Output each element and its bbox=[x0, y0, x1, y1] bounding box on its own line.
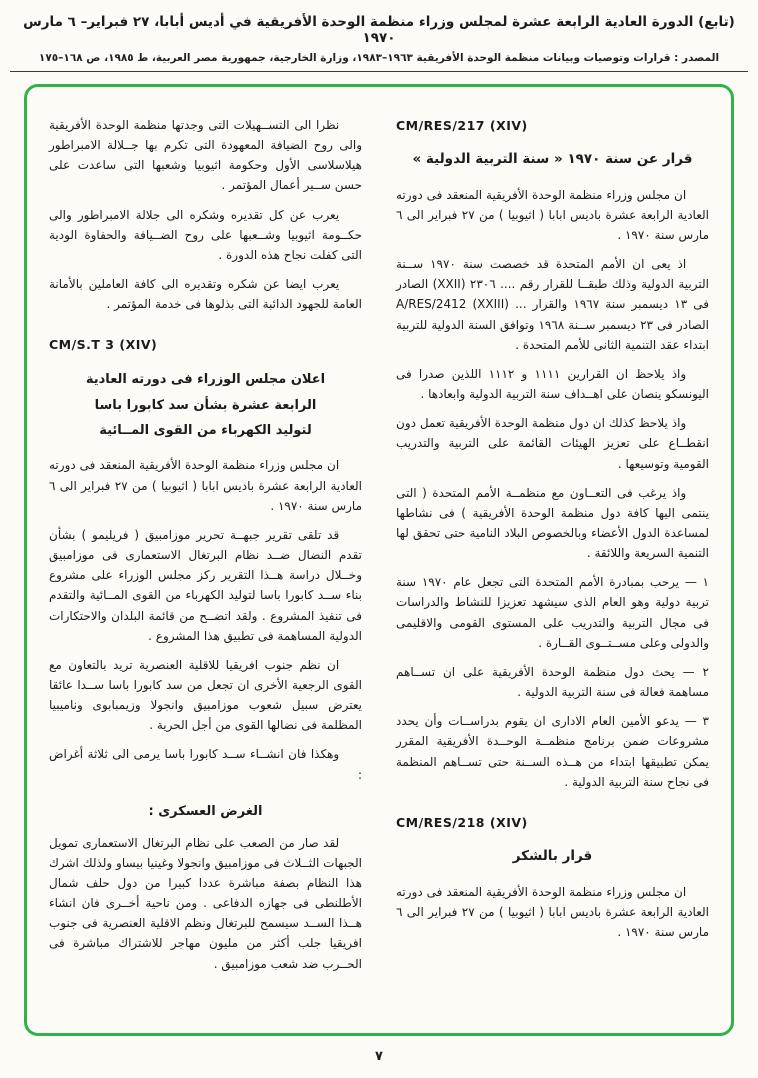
document-header bbox=[10, 12, 748, 72]
military-purpose-subheading: الغرض العسكرى : bbox=[148, 803, 263, 819]
declaration-ref: CM/S.T 3 (XIV) bbox=[49, 337, 158, 353]
declaration-heading-line-3: لتوليد الكهرباء من القوى المــائية bbox=[99, 423, 312, 439]
declaration-heading bbox=[55, 367, 356, 443]
resolution-point-2: ٢ — يحث دول منظمة الوحدة الأفريقية على ان تســاهم مساهمة فعالة فى سنة التربية الدولية . bbox=[396, 664, 709, 700]
paragraph-facilities: نظرا الى التســهيلات التى وجدتها منظمة الوحدة الأفريقية والى روح الضيافة المعهودة التى تكرم بها جــلالة الامبراطور هيلاسلاسى الأول وحكومة اثيوبيا وشعبها التى ساعدت على حسن ســير أعمال المؤتمر . bbox=[49, 118, 362, 193]
thanks-continuation-block bbox=[49, 115, 362, 314]
paragraph-declaration-preamble: ان مجلس وزراء منظمة الوحدة الأفريقية المنعقد فى دورته العادية الرابعة عشرة باديس ابابا ( اثيوبيا ) من ٢٧ فبراير الى ٦ مارس سنة ١٩٧٠ . bbox=[49, 458, 362, 513]
column-right bbox=[396, 113, 709, 1025]
paragraph-preamble: ان مجلس وزراء منظمة الوحدة الأفريقية المنعقد فى دورته العادية الرابعة عشرة باديس ابابا ( اثيوبيا ) من ٢٧ فبراير الى ٦ مارس سنة ١٩٧٠ . bbox=[396, 187, 709, 242]
paragraph-noting-states: واذ يلاحظ كذلك ان دول منظمة الوحدة الأفريقية تعمل دون انقطــاع على تعزيز الهيئات القائمة على التربية والتدريب القومية وتوسيعها . bbox=[396, 416, 709, 471]
paragraph-noting-unesco: واذ يلاحظ ان القرارين ١١١١ و ١١١٢ اللذين صدرا فى اليونسكو ينصان على اهــداف سنة التربية الدولية وابعادها . bbox=[396, 366, 709, 402]
content-frame bbox=[24, 84, 734, 1036]
resolution-218-title: قرار بالشكر bbox=[512, 847, 593, 864]
resolution-point-3: ٣ — يدعو الأمين العام الادارى ان يقوم بدراســات وأن يحدد مشروعات ضمن برنامج منظمــة الوحــدة الأفريقية المقرر يمكن تطبيقها ابتداء من هــذه الســنة حتى تســاهم المنظمة فى نجاح سنة التربية الدولية . bbox=[396, 714, 709, 789]
paragraph-military-purpose: لقد صار من الصعب على نظام البرتغال الاستعمارى تمويل الجبهات الثــلاث فى موزامبيق وانجولا وغينيا بيساو ولذلك اشرك هذا النظام بصفة مباشرة عددا كبيرا من دول حلف شمال الأطلنطى فى جهازه الدفاعى . ومن ناحية أخــرى فان انشاء هــذا الســد سيسمح للبرتغال ونظم الاقلية العنصرية فى جنوب افريقيا جلب أكثر من مليون مهاجر للاشتراك مباشرة فى الحــرب ضد شعب موزامبيق . bbox=[48, 835, 362, 971]
declaration-heading-line-2: الرابعة عشرة بشأن سد كابورا باسا bbox=[94, 397, 317, 413]
paragraph-desiring-cooperation: واذ يرغب فى التعــاون مع منظمــة الأمم المتحدة ( التى ينتمى اليها كافة دول منظمة الوحدة الأفريقية ) فى نشاطها لمساعدة الدول الأعضاء وبالخصوص البلاد النامية حتى تحقق لها التنمية السريعة واللائقة . bbox=[396, 485, 709, 561]
paragraph-apartheid-regimes: ان نظم جنوب افريقيا للاقلية العنصرية تريد بالتعاون مع القوى الرجعية الأخرى ان تجعل من سد كابورا باسا ســدا عائقا يعترض سبيل شعوب موزامبيق وانجولا وزيمبابوى وناميبيا المظلمة فى نضالها القوى من أجل الحرية . bbox=[49, 657, 362, 733]
declaration-heading-line-1: اعلان مجلس الوزراء فى دورته العادية bbox=[85, 372, 326, 388]
header-title: (تابع) الدورة العادية الرابعة عشرة لمجلس وزراء منظمة الوحدة الأفريقية في أديس أبابا، ٢٧ فبراير– ٦ مارس ١٩٧٠ bbox=[23, 14, 735, 46]
page-footer bbox=[10, 1045, 748, 1064]
resolution-217-title: قرار عن سنة ١٩٧٠ « سنة التربية الدولية » bbox=[412, 151, 693, 167]
resolution-217-ref: CM/RES/217 (XIV) bbox=[396, 118, 528, 133]
paragraph-three-purposes: وهكذا فان انشــاء ســد كابورا باسا يرمى الى ثلاثة أغراض : bbox=[49, 747, 362, 782]
header-source-line: المصدر : قرارات وتوصيات وبيانات منظمة الوحدة الأفريقية ١٩٦٣–١٩٨٣، وزارة الخارجية، جمهورية مصر العربية، ط ١٩٨٥، ص ١٦٨–١٧٥ bbox=[38, 52, 720, 64]
two-column-layout bbox=[49, 113, 709, 1025]
column-left bbox=[49, 113, 362, 1025]
paragraph-gratitude-secretariat: يعرب ايضا عن شكره وتقديره الى كافة العاملين بالأمانة العامة للجهود الدائبة التى بذلوها فى خدمة المؤتمر . bbox=[49, 277, 362, 312]
paragraph-thanks-preamble: ان مجلس وزراء منظمة الوحدة الأفريقية المنعقد فى دورته العادية الرابعة عشرة باديس ابابا ( اثيوبيا ) من ٢٧ فبراير الى ٦ مارس سنة ١٩٧٠ . bbox=[396, 884, 709, 939]
paragraph-frelimo-report: قد تلقى تقرير جبهــة تحرير موزامبيق ( فريليمو ) بشأن تقدم النضال ضــد نظام البرتغال الاستعمارى فى موزامبيق وخــلال دراسة هــذا التقرير ركز مجلس الوزراء على مشروع بناء ســد كابورا باسا لتوليد الكهرباء من القوى المــائية والتقدم فى تنفيذ المشروع . ولقد اتضــح من قائمة البلدان والاحتكارات الدولية المساهمة فى تطبيق هذا المشروع . bbox=[49, 527, 362, 643]
resolution-point-1: ١ — يرحب بمبادرة الأمم المتحدة التى تجعل عام ١٩٧٠ سنة تربية دولية وهو العام الذى سيشهد تعزيزا للنشاط والدراسات فى مجال التربية والتدريب على المستوى القومى والاقليمى والدولى وعلى مســتــوى القــارة . bbox=[396, 575, 709, 650]
resolution-218-ref: CM/RES/218 (XIV) bbox=[396, 814, 528, 830]
paragraph-aware: اذ يعى ان الأمم المتحدة قد خصصت سنة ١٩٧٠ ســنة التربية الدولية وذلك طبقــا للقرار رقم .... ٢٣٠٦ (XXII) الصادر فى ١٣ ديسمبر سنة ١٩٦٧ والقرار ... A/RES/2412 (XXIII) الصادر فى ٢٣ ديسمبر ســنة ١٩٦٨ وتوافق السنة الدولية للتربية ابتداء عقد التنمية الثانى للأمم المتحدة . bbox=[396, 257, 710, 352]
page-number: ٧ bbox=[375, 1049, 383, 1064]
paragraph-gratitude-emperor: يعرب عن كل تقديره وشكره الى جلالة الامبراطور والى حكــومة اثيوبيا وشــعبها على روح الضــيافة والحفاوة الودية التى كفلت نجاح هذه الدورة . bbox=[49, 207, 362, 262]
